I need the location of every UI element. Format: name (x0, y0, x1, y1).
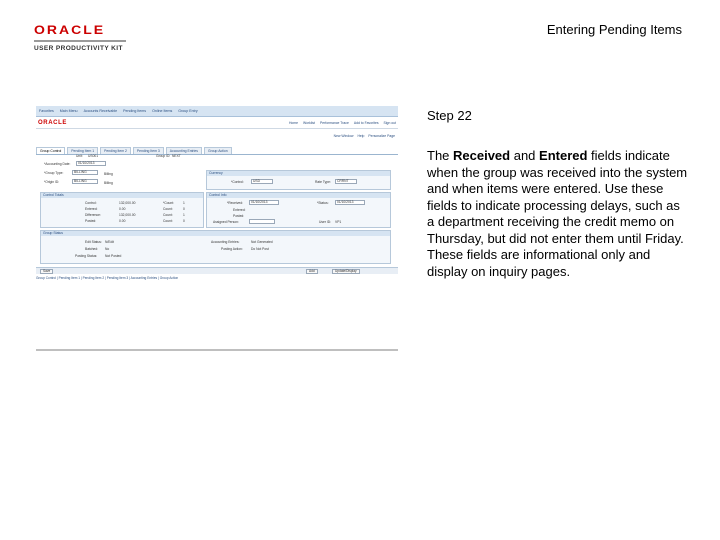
currency-panel-title: Currency (207, 171, 390, 176)
group-type-input[interactable]: BILLING (72, 170, 98, 175)
posted-label: Posted: (85, 219, 97, 223)
accounting-entries-label: Accounting Entries: (211, 240, 240, 244)
user-id-value: VP1 (335, 220, 342, 224)
tab-group-action[interactable]: Group Action (204, 147, 232, 154)
posted-count-label: Count: (163, 219, 173, 223)
entered-label: Entered: (85, 207, 98, 211)
save-button[interactable]: Save (40, 269, 53, 274)
difference-count: 1 (183, 213, 185, 217)
tab-group-control[interactable]: Group Control (36, 147, 65, 154)
posting-action-label: Posting Action: (221, 247, 243, 251)
control-count: 1 (183, 201, 185, 205)
posting-status-value: Not Posted (105, 254, 122, 258)
posted-count: 0 (183, 219, 185, 223)
logo-divider (34, 40, 126, 42)
update-display-button[interactable]: Update/Display (332, 269, 360, 274)
desc-text-2: and (510, 148, 540, 163)
origin-id-desc: Billing (104, 181, 113, 185)
group-id-label: Group ID: (156, 154, 171, 158)
top-link-worklist[interactable]: Worklist (303, 120, 315, 125)
logo-subtitle: USER PRODUCTIVITY KIT (34, 45, 123, 52)
group-status-title: Group Status (41, 231, 390, 236)
posted-info-label: Posted: (233, 214, 245, 218)
currency-control-input[interactable]: USD (251, 179, 273, 184)
batched-label: Batched: (85, 247, 99, 251)
entered-emphasis: Entered (539, 148, 588, 163)
received-emphasis: Received (453, 148, 511, 163)
tab-pending-item-1[interactable]: Pending Item 1 (67, 147, 98, 154)
edit-status-value: N/Edit (105, 240, 114, 244)
oracle-upk-logo (34, 24, 144, 52)
currency-control-label: *Control: (231, 180, 244, 184)
control-totals-panel (40, 192, 204, 228)
top-link-signout[interactable]: Sign out (383, 120, 396, 125)
app-logo: ORACLE (38, 119, 67, 126)
step-description (427, 148, 689, 280)
footer-tab-links[interactable]: Group Control | Pending Item 1 | Pending Item 2 | Pending Item 3 | Accounting Entries | Group Action (36, 276, 179, 280)
app-header (36, 117, 398, 129)
new-window-link[interactable]: New Window (333, 134, 354, 138)
tab-accounting-entries[interactable]: Accounting Entries (166, 147, 202, 154)
group-status-panel (40, 230, 391, 264)
status-label: *Status: (317, 201, 329, 205)
posted-amount: 0.00 (119, 219, 126, 223)
accounting-date-input[interactable]: 01/10/2013 (76, 161, 106, 166)
unit-label: Unit: (76, 154, 83, 158)
currency-panel (206, 170, 391, 190)
top-link-favorites[interactable]: Add to Favorites (353, 120, 379, 125)
entered-count: 0 (183, 207, 185, 211)
posting-status-label: Posting Status: (75, 254, 98, 258)
status-input[interactable]: 01/10/2013 (335, 200, 365, 205)
batched-value: No (105, 247, 110, 251)
group-type-desc: Billing (104, 172, 113, 176)
menu-item[interactable]: Group Entry (178, 109, 198, 113)
posting-action-value: Do Not Post (251, 247, 269, 251)
group-type-label: *Group Type: (44, 171, 64, 175)
group-id-value: NEXT (172, 154, 181, 158)
top-link-performance[interactable]: Performance Trace (320, 120, 349, 125)
edit-status-label: Edit Status: (85, 240, 102, 244)
page-title: Entering Pending Items (546, 22, 682, 37)
control-label: Control: (85, 201, 97, 205)
menu-item[interactable]: Online Items (152, 109, 173, 113)
desc-text-1: The (427, 148, 454, 163)
received-label: *Received: (227, 201, 243, 205)
origin-id-label: *Origin ID: (44, 180, 60, 184)
menu-item[interactable]: Pending Items (123, 109, 147, 113)
tab-pending-item-2[interactable]: Pending Item 2 (100, 147, 131, 154)
menu-item[interactable]: Favorites (39, 109, 54, 113)
rate-type-input[interactable]: CRRNT (335, 179, 357, 184)
rate-type-label: Rate Type: (315, 180, 331, 184)
button-bar (36, 267, 398, 274)
accounting-date-label: *Accounting Date: (44, 162, 71, 166)
menu-bar (36, 106, 398, 117)
add-button[interactable]: Add (306, 269, 318, 274)
assigned-person-label: Assigned Person: (213, 220, 239, 224)
user-id-label: User ID: (319, 220, 332, 224)
page-links (334, 134, 395, 138)
menu-item[interactable]: Main Menu (59, 109, 78, 113)
entered-amount: 0.00 (119, 207, 126, 211)
difference-count-label: Count: (163, 213, 173, 217)
unit-value: US001 (88, 154, 99, 158)
control-info-title: Control Info (207, 193, 390, 198)
top-link-home[interactable]: Home (288, 120, 298, 125)
control-totals-title: Control Totals (41, 193, 203, 198)
desc-text-3: fields indicate when the group was received into the system and when items were entered. Use these fields to indicate processing delays, such as a department receiving the credit memo on Thursday, but did not enter them until Friday. These fields are informational only and display on inquiry pages. (427, 148, 688, 279)
entered-count-label: Count: (163, 207, 173, 211)
received-input[interactable]: 01/10/2013 (249, 200, 279, 205)
application-screenshot (36, 106, 398, 278)
assigned-person-input[interactable] (249, 219, 275, 224)
difference-label: Difference: (85, 213, 101, 217)
control-amount: 132,000.00 (119, 201, 136, 205)
origin-id-input[interactable]: BILLING (72, 179, 98, 184)
top-links (289, 121, 396, 125)
tab-pending-item-3[interactable]: Pending Item 3 (133, 147, 164, 154)
accounting-entries-value: Not Generated (251, 240, 273, 244)
control-info-panel (206, 192, 391, 228)
logo-oracle-wordmark: ORACLE (34, 23, 106, 37)
entered-info-label: Entered: (233, 208, 246, 212)
help-link[interactable]: Help (357, 134, 365, 138)
screenshot-divider (36, 349, 398, 351)
difference-amount: 132,000.00 (119, 213, 136, 217)
menu-item[interactable]: Accounts Receivable (83, 109, 118, 113)
personalize-link[interactable]: Personalize Page (368, 134, 395, 138)
control-count-label: *Count: (163, 201, 174, 205)
step-label: Step 22 (427, 108, 472, 123)
